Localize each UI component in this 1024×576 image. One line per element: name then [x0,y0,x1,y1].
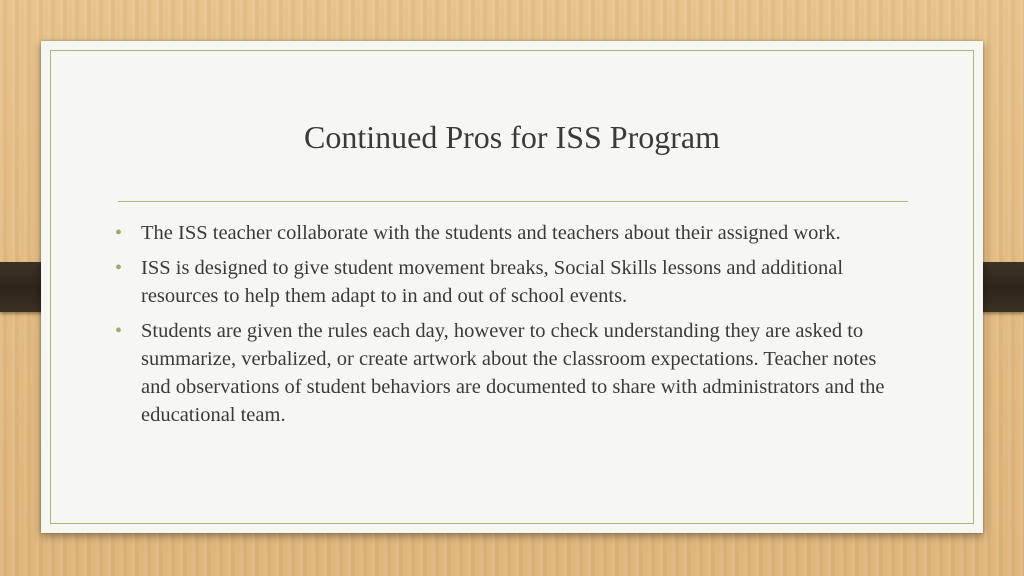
bullet-point-icon: • [115,320,123,342]
list-item [111,219,911,247]
list-item [111,254,911,310]
bullet-text: ISS is designed to give student movement breaks, Social Skills lessons and additional resources to help them adapt to in and out of school events. [141,257,844,307]
bullet-point-icon: • [115,222,123,244]
slide-title: Continued Pros for ISS Program [304,119,720,155]
bullet-text: Students are given the rules each day, however to check understanding they are asked to summarize, verbalized, or create artwork about the classroom expectations. Teacher notes and observations of student behaviors are documented to share with administrators and the educational team. [141,320,885,426]
bullet-point-icon: • [115,257,123,279]
bullet-list [111,219,911,436]
bullet-text: The ISS teacher collaborate with the students and teachers about their assigned work. [141,222,841,244]
title-divider [118,201,908,202]
slide-card [41,41,983,533]
list-item [111,317,911,429]
